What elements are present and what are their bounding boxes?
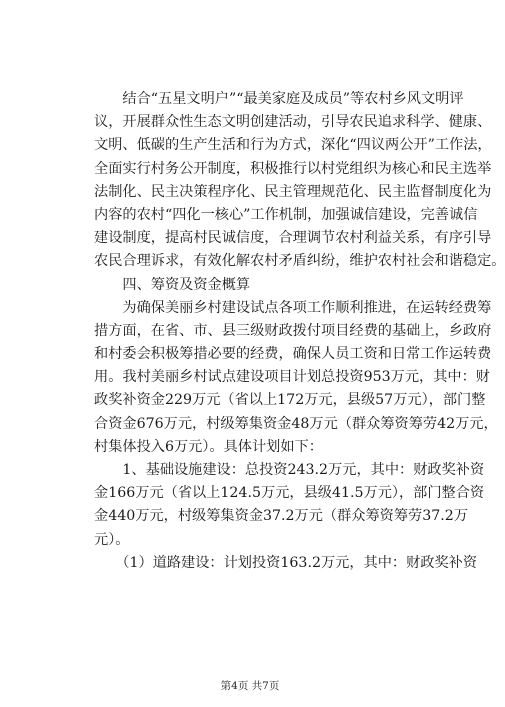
text-line: 结合“五星文明户”“最美家庭及成员”等农村乡风文明评: [94, 91, 464, 107]
text-line: 合资金676万元，村级筹集资金48万元（群众筹资筹劳42万元，: [94, 415, 498, 432]
text-line: 元）。: [94, 531, 130, 548]
text-line: 全面实行村务公开制度，积极推行以村党组织为核心和民主选举: [94, 160, 492, 177]
text-line: 为确保美丽乡村建设试点各项工作顺利推进，在运转经费筹: [94, 299, 492, 316]
section-heading: 四、筹资及资金概算: [94, 276, 251, 293]
text-line: 内容的农村“四化一核心”工作机制，加强诚信建设，完善诚信: [94, 206, 478, 223]
text-line: 村集体投入6万元）。具体计划如下：: [94, 438, 323, 455]
text-line: 政奖补资金229万元（省以上172万元，县级57万元），部门整: [94, 392, 486, 409]
text-line: 文明、低碳的生产生活和行为方式，深化“四议两公开”工作法，: [94, 137, 492, 154]
text-line: 金440万元，村级筹集资金37.2万元（群众筹资筹劳37.2万: [94, 508, 469, 525]
text-line: 金166万元（省以上124.5万元，县级41.5万元），部门整合资: [94, 485, 485, 502]
text-line: 建设制度，提高村民诚信度，合理调节农村利益关系，有序引导: [94, 230, 492, 247]
text-line: 农民合理诉求，有效化解农村矛盾纠纷，维护农村社会和谐稳定。: [94, 253, 505, 270]
text-line: （1）道路建设：计划投资163.2万元，其中：财政奖补资: [94, 554, 478, 571]
text-line: 措方面，在省、市、县三级财政拨付项目经费的基础上，乡政府: [94, 322, 492, 339]
body-text: [94, 88, 505, 575]
text-line: 和村委会积极筹措必要的经费，确保人员工资和日常工作运转费: [94, 346, 492, 363]
text-line: 1、基础设施建设：总投资243.2万元，其中：财政奖补资: [94, 462, 485, 478]
text-line: 法制化、民主决策程序化、民主管理规范化、民主监督制度化为: [94, 183, 492, 200]
text-line: 议，开展群众性生态文明创建活动，引导农民追求科学、健康、: [94, 114, 492, 131]
page-number-footer: 第4页 共7页: [220, 680, 280, 692]
text-line: 用。我村美丽乡村试点建设项目计划总投资953万元，其中：财: [94, 369, 490, 386]
